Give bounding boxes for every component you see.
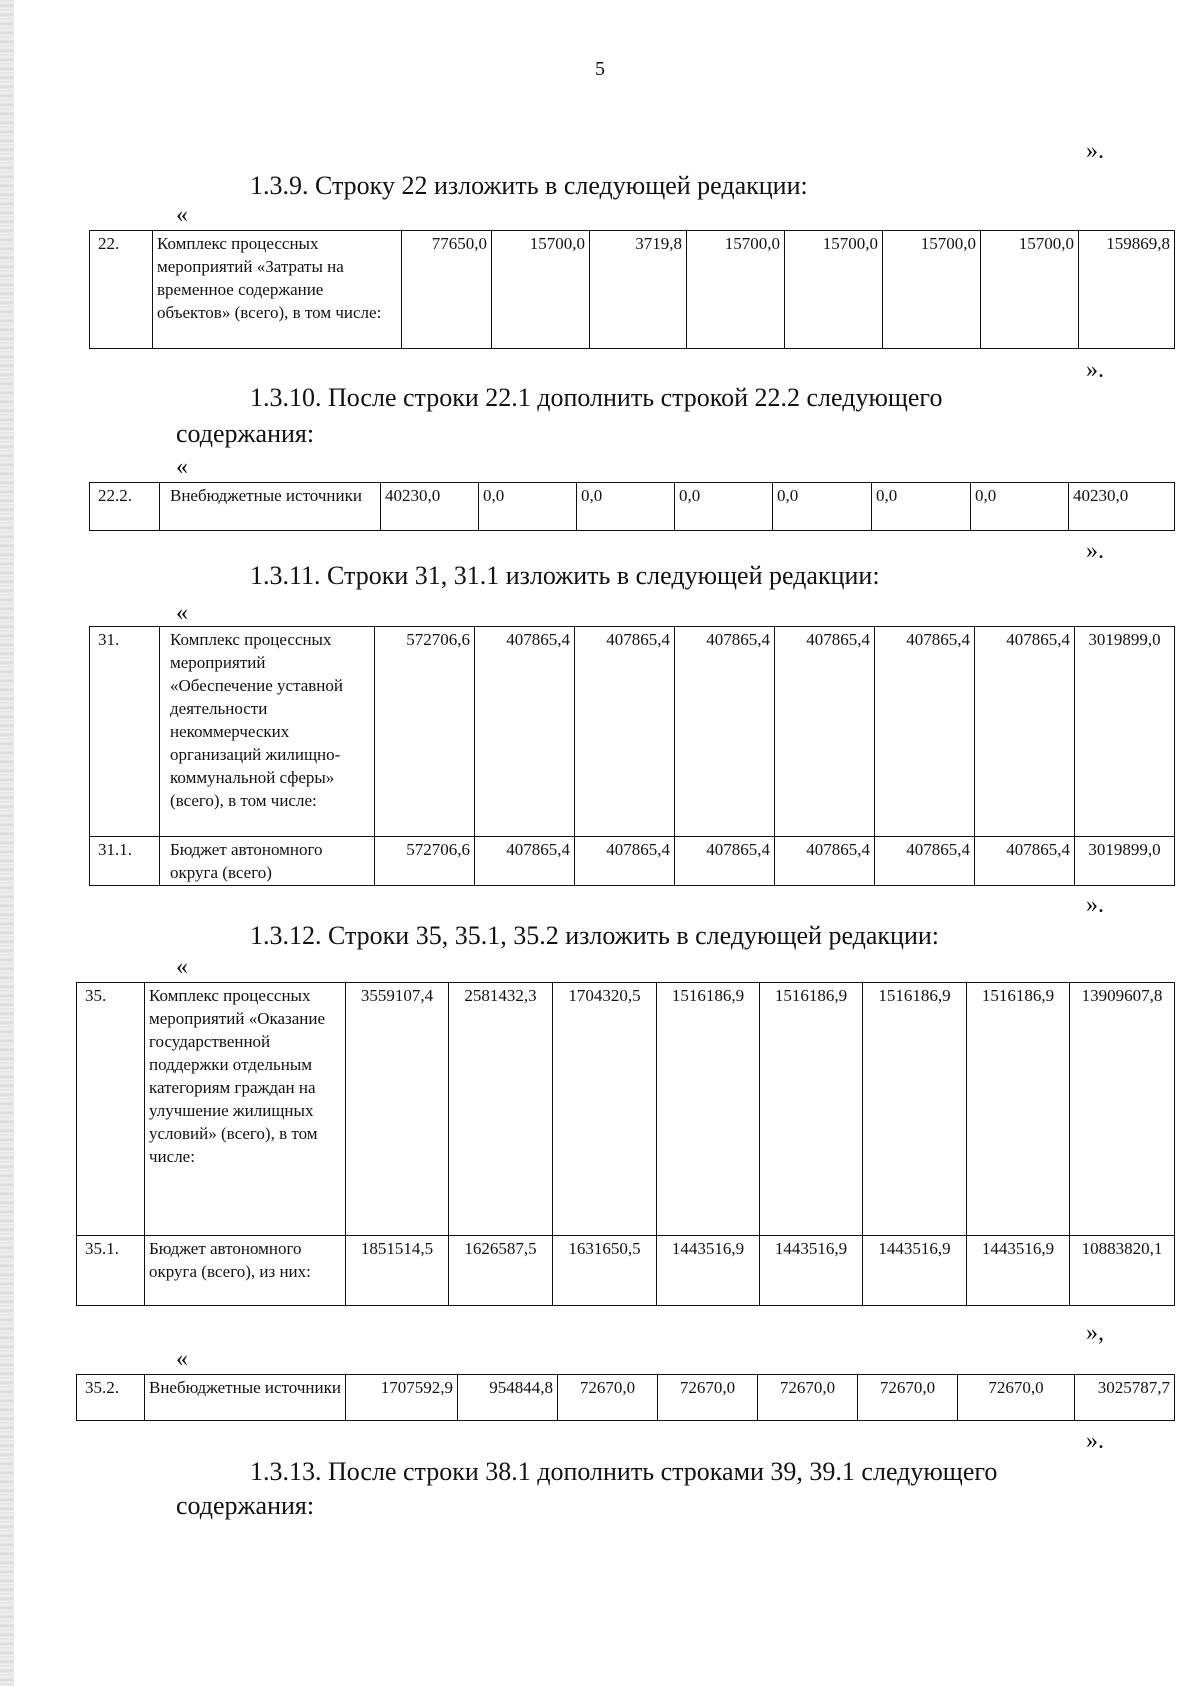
value-cell: 72670,0 [958,1375,1075,1421]
value-cell: 407865,4 [875,837,975,886]
value-cell: 572706,6 [375,837,475,886]
value-cell: 72670,0 [758,1375,858,1421]
value-cell: 1704320,5 [553,983,657,1236]
value-cell: 77650,0 [402,231,492,349]
row-number: 31. [90,627,160,837]
value-cell: 407865,4 [875,627,975,837]
row-number: 35. [77,983,145,1236]
scan-left-edge [0,0,14,1686]
value-cell: 0,0 [971,483,1069,531]
opening-quote: « [176,600,188,626]
value-cell: 1851514,5 [346,1236,449,1306]
value-cell: 1443516,9 [863,1236,967,1306]
section-heading-1-3-13-cont: содержания: [176,1491,315,1520]
table-row [90,627,1175,837]
row-name: Внебюджетные источники [145,1375,346,1421]
section-heading-1-3-9: 1.3.9. Строку 22 изложить в следующей редакции: [250,171,808,200]
row-number: 35.2. [77,1375,145,1421]
closing-quote: », [1086,1320,1104,1346]
value-cell: 954844,8 [458,1375,558,1421]
value-cell: 72670,0 [558,1375,658,1421]
value-cell: 0,0 [479,483,577,531]
value-cell: 407865,4 [475,627,575,837]
value-cell: 1443516,9 [760,1236,863,1306]
value-cell: 407865,4 [575,837,675,886]
value-cell: 40230,0 [381,483,479,531]
table-rows-31 [89,626,1175,886]
table-row [77,983,1175,1236]
value-cell: 1707592,9 [346,1375,458,1421]
total-cell: 159869,8 [1079,231,1175,349]
value-cell: 2581432,3 [449,983,553,1236]
total-cell: 10883820,1 [1070,1236,1175,1306]
opening-quote: « [176,454,188,480]
value-cell: 15700,0 [492,231,590,349]
value-cell: 407865,4 [475,837,575,886]
closing-quote: ». [1086,538,1104,564]
value-cell: 407865,4 [575,627,675,837]
value-cell: 0,0 [773,483,872,531]
table-row [77,1236,1175,1306]
section-heading-1-3-13: 1.3.13. После строки 38.1 дополнить строками 39, 39.1 следующего [250,1457,998,1486]
closing-quote: ». [1086,138,1104,164]
opening-quote: « [176,1346,188,1372]
value-cell: 3559107,4 [346,983,449,1236]
row-name: Бюджет автономного округа (всего), из них: [145,1236,346,1306]
total-cell: 40230,0 [1069,483,1175,531]
value-cell: 15700,0 [785,231,883,349]
table-row [77,1375,1175,1421]
value-cell: 15700,0 [981,231,1079,349]
value-cell: 407865,4 [775,627,875,837]
table-row [90,483,1175,531]
table-row-22 [89,230,1175,349]
value-cell: 0,0 [675,483,773,531]
section-heading-1-3-10-cont: содержания: [176,419,315,448]
value-cell: 407865,4 [775,837,875,886]
value-cell: 72670,0 [858,1375,958,1421]
value-cell: 1626587,5 [449,1236,553,1306]
value-cell: 1516186,9 [760,983,863,1236]
table-row-22-2 [89,482,1175,531]
total-cell: 13909607,8 [1070,983,1175,1236]
value-cell: 1516186,9 [967,983,1070,1236]
value-cell: 3719,8 [590,231,687,349]
value-cell: 407865,4 [975,837,1075,886]
value-cell: 15700,0 [687,231,785,349]
total-cell: 3019899,0 [1075,837,1175,886]
value-cell: 1443516,9 [967,1236,1070,1306]
table-row [90,837,1175,886]
page-number: 5 [595,58,605,80]
section-heading-1-3-10: 1.3.10. После строки 22.1 дополнить строкой 22.2 следующего [250,383,943,412]
row-number: 35.1. [77,1236,145,1306]
row-number: 22. [90,231,153,349]
value-cell: 1443516,9 [657,1236,760,1306]
value-cell: 1631650,5 [553,1236,657,1306]
closing-quote: ». [1086,1428,1104,1454]
value-cell: 407865,4 [975,627,1075,837]
opening-quote: « [176,954,188,980]
value-cell: 407865,4 [675,627,775,837]
value-cell: 407865,4 [675,837,775,886]
table-rows-35 [76,982,1175,1306]
table-row [90,231,1175,349]
value-cell: 1516186,9 [863,983,967,1236]
section-heading-1-3-11: 1.3.11. Строки 31, 31.1 изложить в следующей редакции: [250,561,880,590]
row-name: Комплекс процессных мероприятий «Оказание государственной поддержки отдельным категориям граждан на улучшение жилищных условий» (всего), в том числе: [145,983,346,1236]
value-cell: 0,0 [872,483,971,531]
row-name: Бюджет автономного округа (всего) [160,837,375,886]
row-name: Внебюджетные источники [160,483,381,531]
value-cell: 1516186,9 [657,983,760,1236]
closing-quote: ». [1086,892,1104,918]
closing-quote: ». [1086,357,1104,383]
row-name: Комплекс процессных мероприятий «Затраты на временное содержание объектов» (всего), в том числе: [153,231,402,349]
table-row-35-2 [76,1374,1175,1421]
total-cell: 3019899,0 [1075,627,1175,837]
total-cell: 3025787,7 [1075,1375,1175,1421]
row-name: Комплекс процессных мероприятий «Обеспечение уставной деятельности некоммерческих организаций жилищно-коммунальной сферы» (всего), в том числе: [160,627,375,837]
value-cell: 0,0 [577,483,675,531]
row-number: 22.2. [90,483,160,531]
section-heading-1-3-12: 1.3.12. Строки 35, 35.1, 35.2 изложить в следующей редакции: [250,921,940,950]
value-cell: 15700,0 [883,231,981,349]
value-cell: 572706,6 [375,627,475,837]
opening-quote: « [176,202,188,228]
value-cell: 72670,0 [658,1375,758,1421]
row-number: 31.1. [90,837,160,886]
